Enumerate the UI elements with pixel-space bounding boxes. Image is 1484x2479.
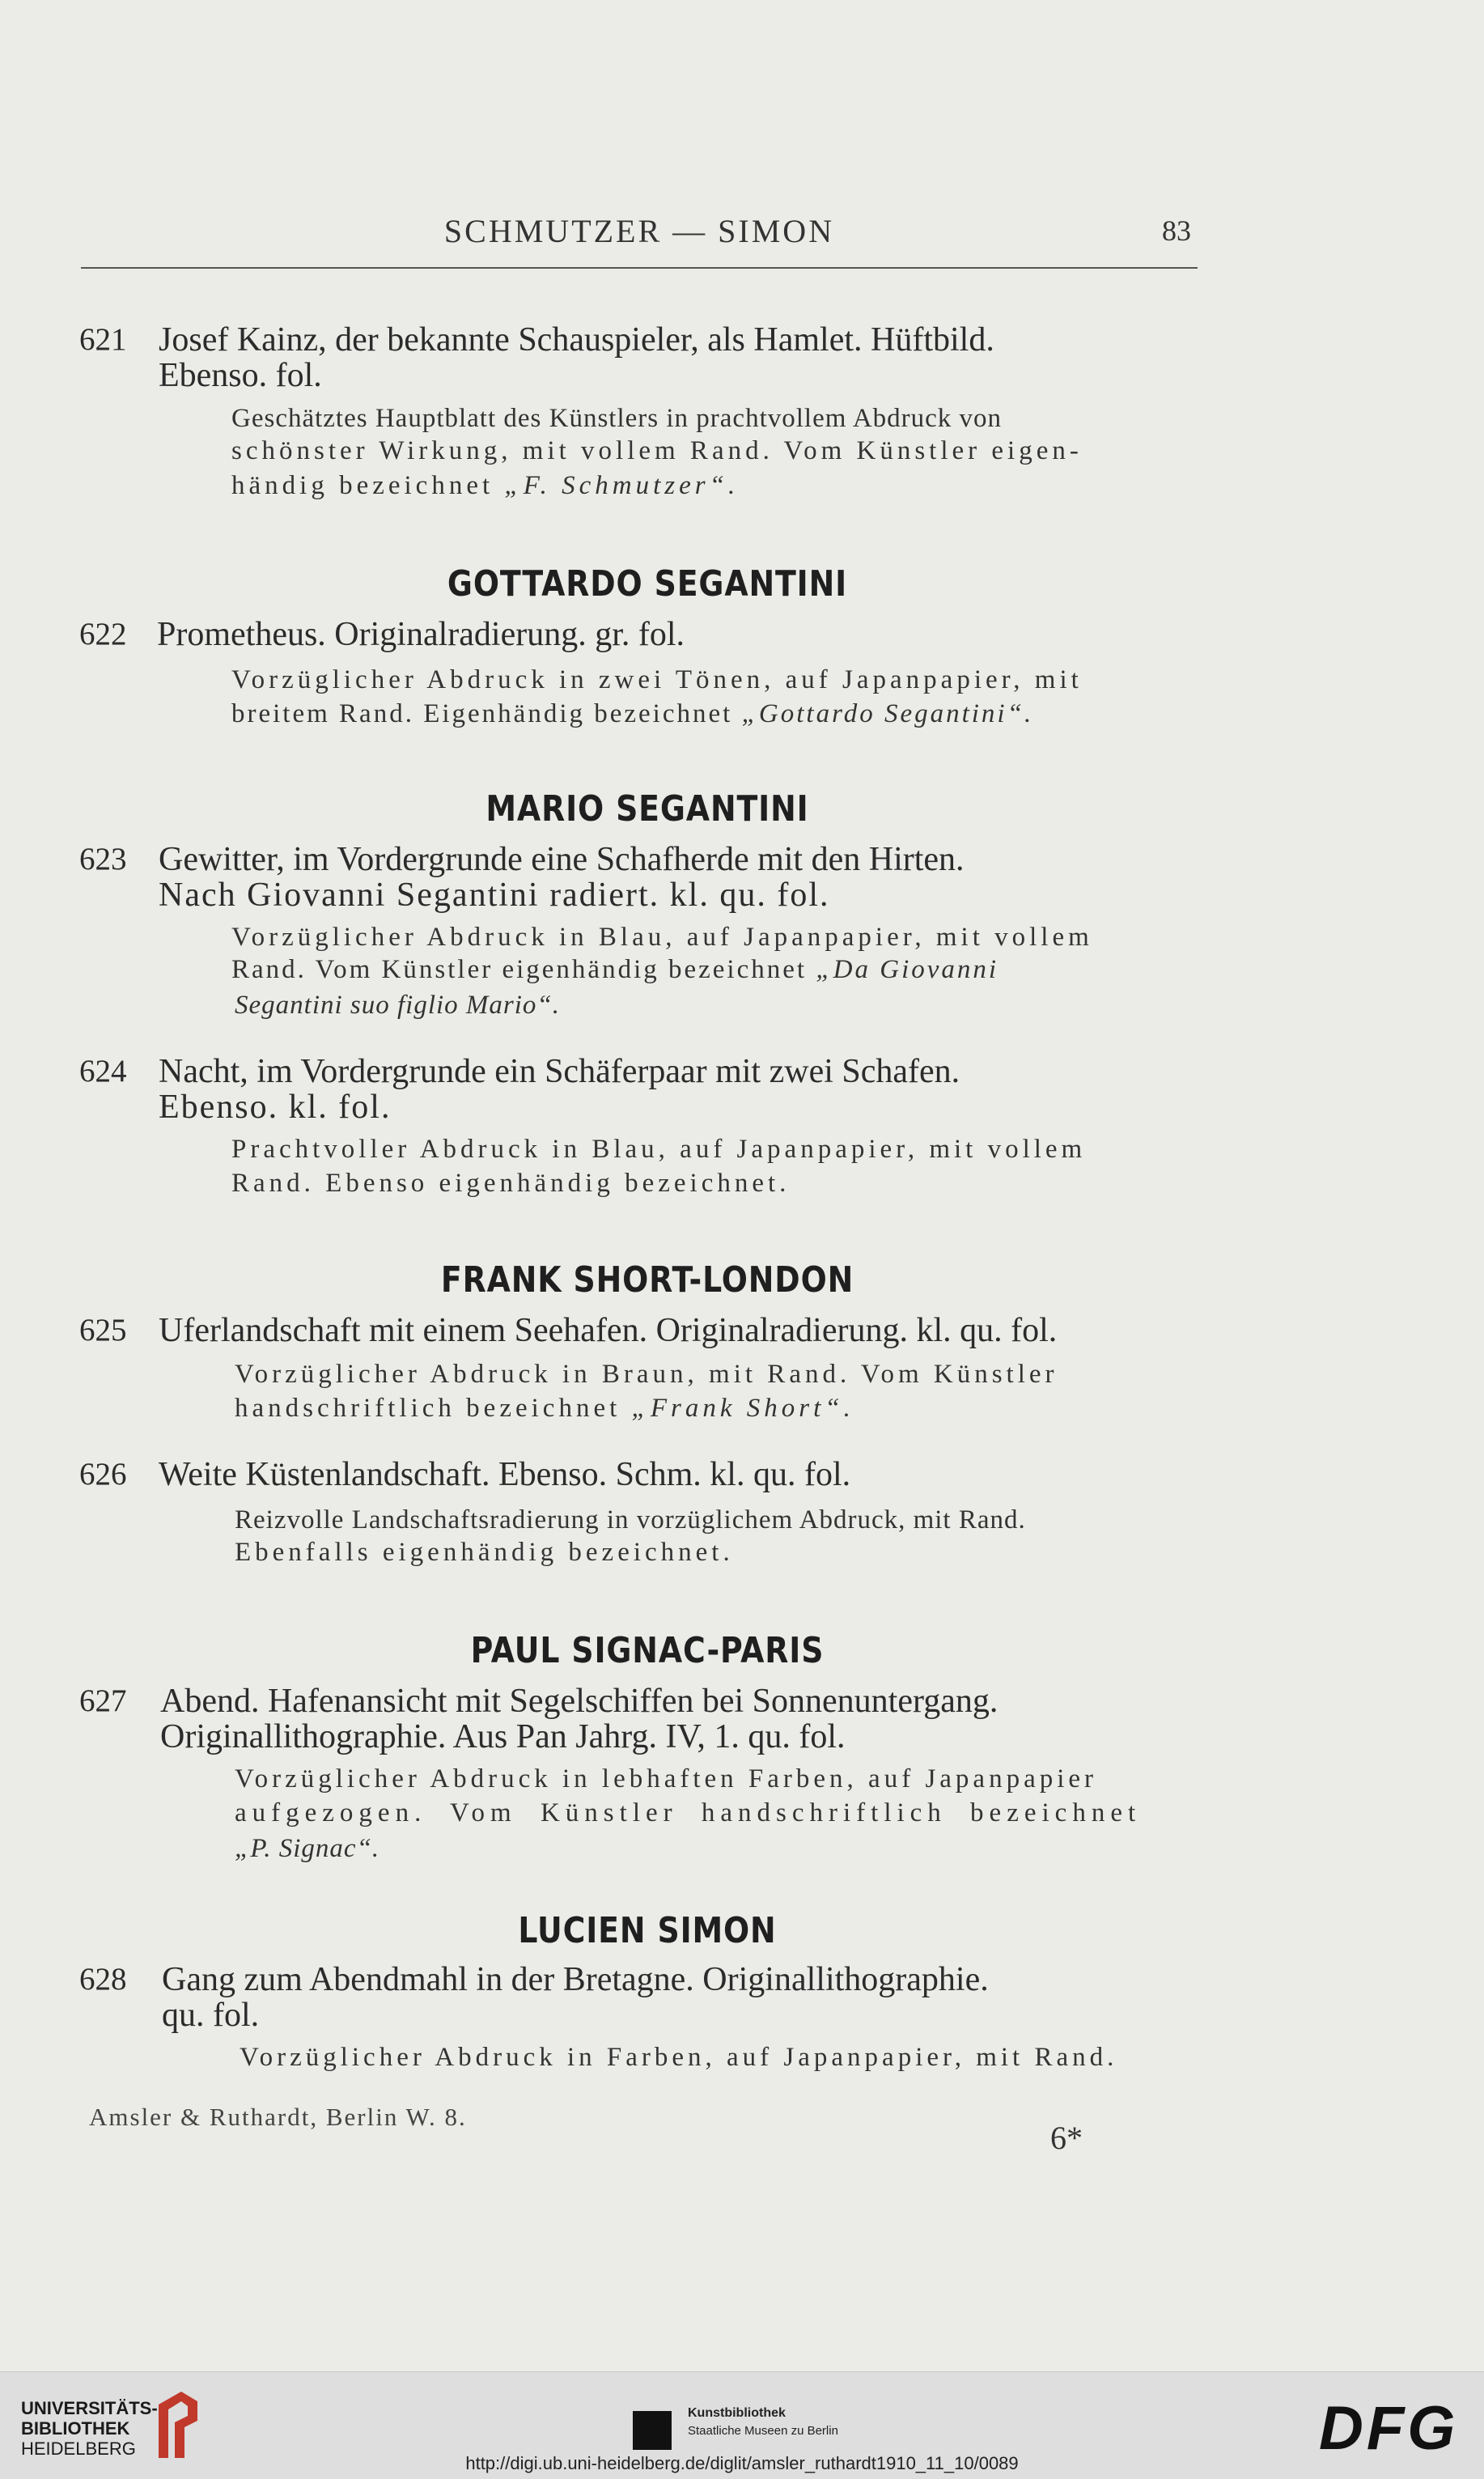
lot-number-624: 624 [79,1054,127,1089]
lot-number-628: 628 [79,1962,127,1997]
dfg-logo[interactable]: DFG [1319,2394,1459,2463]
lot-note-625-l2 [235,1390,854,1426]
lot-note-622-l2 [231,696,1033,732]
logo-line: BIBLIOTHEK [21,2418,130,2439]
lot-title-627: Abend. Hafenansicht mit Segelschiffen bei Sonnenuntergang. [160,1683,999,1720]
lot-title-621-cont: Ebenso. fol. [159,357,322,394]
note-text: handschriftlich bezeichnet [235,1394,632,1423]
lot-note-627-l2: aufgezogen. Vom Künstler handschriftlich bezeichnet [235,1798,1142,1827]
artist-signature: „Frank Short“. [631,1394,854,1423]
lot-note-622: Vorzüglicher Abdruck in zwei Tönen, auf Japanpapier, mit [231,665,1083,694]
lot-title-626: Weite Küstenlandschaft. Ebenso. Schm. kl. qu. fol. [159,1456,851,1493]
lot-title-627-cont: Originallithographie. Aus Pan Jahrg. IV, 1. qu. fol. [160,1718,846,1755]
lot-title-621: Josef Kainz, der bekannte Schauspieler, als Hamlet. Hüftbild. [159,321,994,359]
lot-note-621: Geschätztes Hauptblatt des Künstlers in prachtvollem Abdruck von [231,404,1003,433]
ub-heidelberg-mark-icon [152,2388,204,2461]
header-rule [81,267,1198,269]
lot-title-623: Gewitter, im Vordergrunde eine Schafherde mit den Hirten. [159,841,965,878]
artist-heading-lucien-simon: LUCIEN SIMON [518,1910,777,1951]
artist-signature: „F. Schmutzer“. [504,471,740,500]
kb-title: Kunstbibliothek [688,2406,786,2420]
permalink-url[interactable]: http://digi.ub.uni-heidelberg.de/diglit/amsler_ruthardt1910_11_10/0089 [465,2453,1019,2473]
lot-title-628-cont: qu. fol. [162,1997,260,2034]
note-text: Rand. Vom Künstler eigenhändig bezeichnet [231,955,816,984]
lot-note-628: Vorzüglicher Abdruck in Farben, auf Japanpapier, mit Rand. [240,2043,1118,2072]
lot-title-622: Prometheus. Originalradierung. gr. fol. [157,616,685,653]
logo-line: UNIVERSITÄTS- [21,2398,158,2418]
artist-signature: „Da Giovanni [816,955,999,984]
lot-note-623-l2 [231,952,999,987]
lot-number-627: 627 [79,1683,127,1718]
lot-note-625: Vorzüglicher Abdruck in Braun, mit Rand. Vom Künstler [235,1360,1058,1389]
lot-note-626: Reizvolle Landschaftsradierung in vorzüglichem Abdruck, mit Rand. [235,1505,1026,1535]
lot-note-623-l3: Segantini suo figlio Mario“. [235,991,561,1020]
artist-signature: „Gottardo Segantini“. [741,699,1034,728]
lot-title-624-cont: Ebenso. kl. fol. [159,1089,392,1126]
logo-line: HEIDELBERG [21,2439,136,2459]
kb-subtitle: Staatliche Museen zu Berlin [688,2424,838,2438]
lot-number-622: 622 [79,617,127,652]
lot-title-624: Nacht, im Vordergrunde ein Schäferpaar mit zwei Schafen. [159,1053,960,1090]
artist-heading-mario-segantini: MARIO SEGANTINI [485,788,809,830]
lot-note-621-l3 [231,468,739,503]
lot-number-625: 625 [79,1313,127,1348]
lot-note-621-l2: schönster Wirkung, mit vollem Rand. Vom Künstler eigen- [231,436,1083,465]
artist-heading-frank-short: FRANK SHORT-LONDON [440,1259,854,1301]
lot-title-623-cont: Nach Giovanni Segantini radiert. kl. qu. fol. [159,877,830,914]
lot-note-624: Prachtvoller Abdruck in Blau, auf Japanpapier, mit vollem [231,1135,1087,1164]
lot-note-623: Vorzüglicher Abdruck in Blau, auf Japanpapier, mit vollem [231,923,1093,952]
lot-note-624-l2: Rand. Ebenso eigenhändig bezeichnet. [231,1169,791,1198]
lot-note-627: Vorzüglicher Abdruck in lebhaften Farben, auf Japanpapier [235,1764,1098,1793]
note-text: breitem Rand. Eigenhändig bezeichnet [231,699,742,728]
lot-title-628: Gang zum Abendmahl in der Bretagne. Originallithographie. [162,1961,989,1998]
kunstbibliothek-logo-icon [633,2411,672,2450]
artist-heading-paul-signac: PAUL SIGNAC-PARIS [470,1630,825,1671]
lot-note-626-l2: Ebenfalls eigenhändig bezeichnet. [235,1538,734,1567]
printer-imprint: Amsler & Ruthardt, Berlin W. 8. [89,2103,467,2131]
kunstbibliothek-label [688,2405,838,2440]
running-head: SCHMUTZER — SIMON [443,213,835,249]
signature-mark: 6* [1050,2120,1083,2156]
page-number: 83 [1162,214,1191,247]
lot-note-627-l3: „P. Signac“. [235,1834,380,1863]
ub-heidelberg-logo[interactable] [21,2398,158,2459]
lot-title-625: Uferlandschaft mit einem Seehafen. Originalradierung. kl. qu. fol. [159,1312,1058,1349]
note-text: händig bezeichnet [231,471,505,500]
viewer-footer [0,2371,1484,2479]
lot-number-626: 626 [79,1457,127,1492]
artist-heading-gottardo-segantini: GOTTARDO SEGANTINI [447,563,848,605]
lot-number-623: 623 [79,842,127,877]
lot-number-621: 621 [79,322,127,357]
